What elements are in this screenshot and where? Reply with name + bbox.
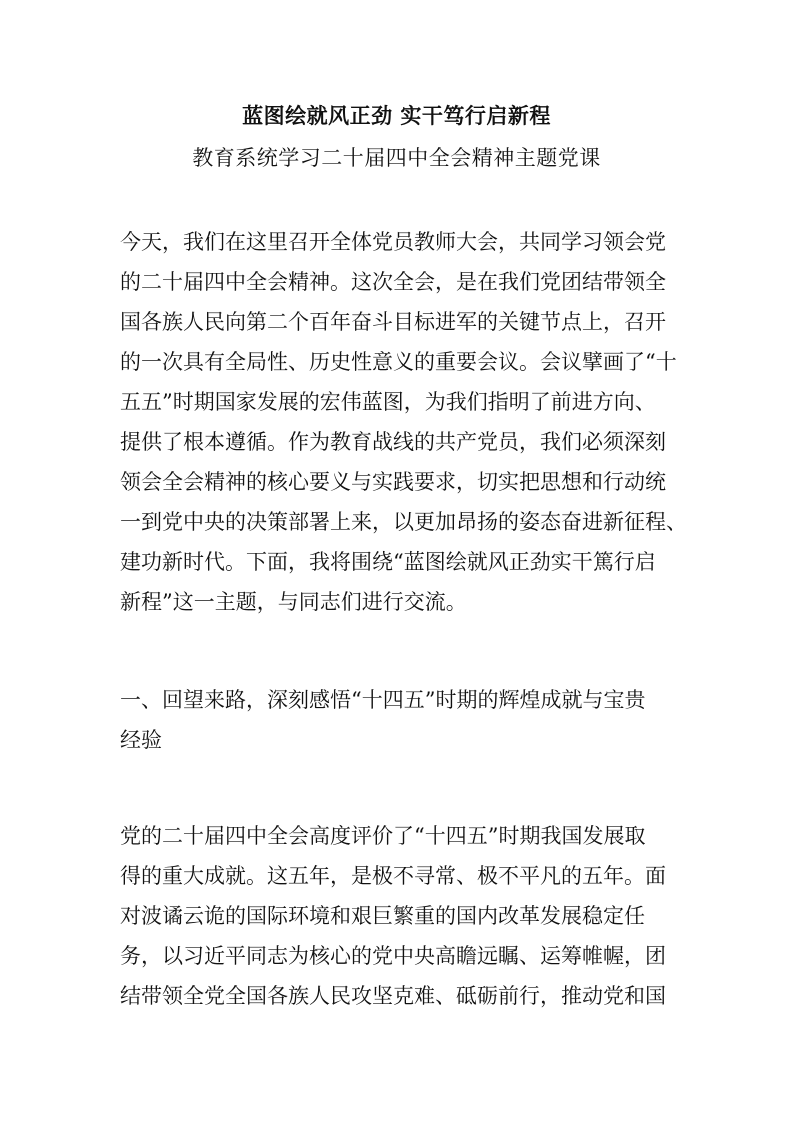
section-heading-1 [120,680,680,760]
text-line: 结带领全党全国各族人民攻坚克难、砥砺前行，推动党和国 [120,984,666,1008]
text-line: 五五”时期国家发展的宏伟蓝图，为我们指明了前进方向、 [120,390,656,414]
text-line: 得的重大成就。这五年，是极不寻常、极不平凡的五年。面 [120,864,666,888]
text-line: 务，以习近平同志为核心的党中央高瞻远瞩、运筹帷幄，团 [120,944,666,968]
text-line: 一到党中央的决策部署上来，以更加昂扬的姿态奋进新征程、 [120,510,687,534]
text-line: 国各族人民向第二个百年奋斗目标进军的关键节点上，召开 [120,310,666,334]
text-line: 今天，我们在这里召开全体党员教师大会，共同学习领会党 [120,230,666,254]
text-line: 党的二十届四中全会高度评价了“十四五”时期我国发展取 [120,824,646,848]
text-line: 的二十届四中全会精神。这次全会，是在我们党团结带领全 [120,270,666,294]
text-line: 领会全会精神的核心要义与实践要求，切实把思想和行动统 [120,470,666,494]
document-subtitle: 教育系统学习二十届四中全会精神主题党课 [192,146,601,170]
paragraph-section-1 [120,816,680,1016]
document-title: 蓝图绘就风正劲 实干笃行启新程 [242,103,551,128]
text-line: 的一次具有全局性、历史性意义的重要会议。会议擘画了“十 [120,350,677,374]
heading-line: 一、回望来路，深刻感悟“十四五”时期的辉煌成就与宝贵 [120,688,646,712]
text-line: 对波谲云诡的国际环境和艰巨繁重的国内改革发展稳定任 [120,904,645,928]
paragraph-intro [120,222,687,622]
text-line: 新程”这一主题，与同志们进行交流。 [120,590,467,614]
heading-line: 经验 [120,728,162,752]
text-line: 提供了根本遵循。作为教育战线的共产党员，我们必须深刻 [120,430,666,454]
text-line: 建功新时代。下面，我将围绕“蓝图绘就风正劲实干篤行启 [120,550,656,574]
